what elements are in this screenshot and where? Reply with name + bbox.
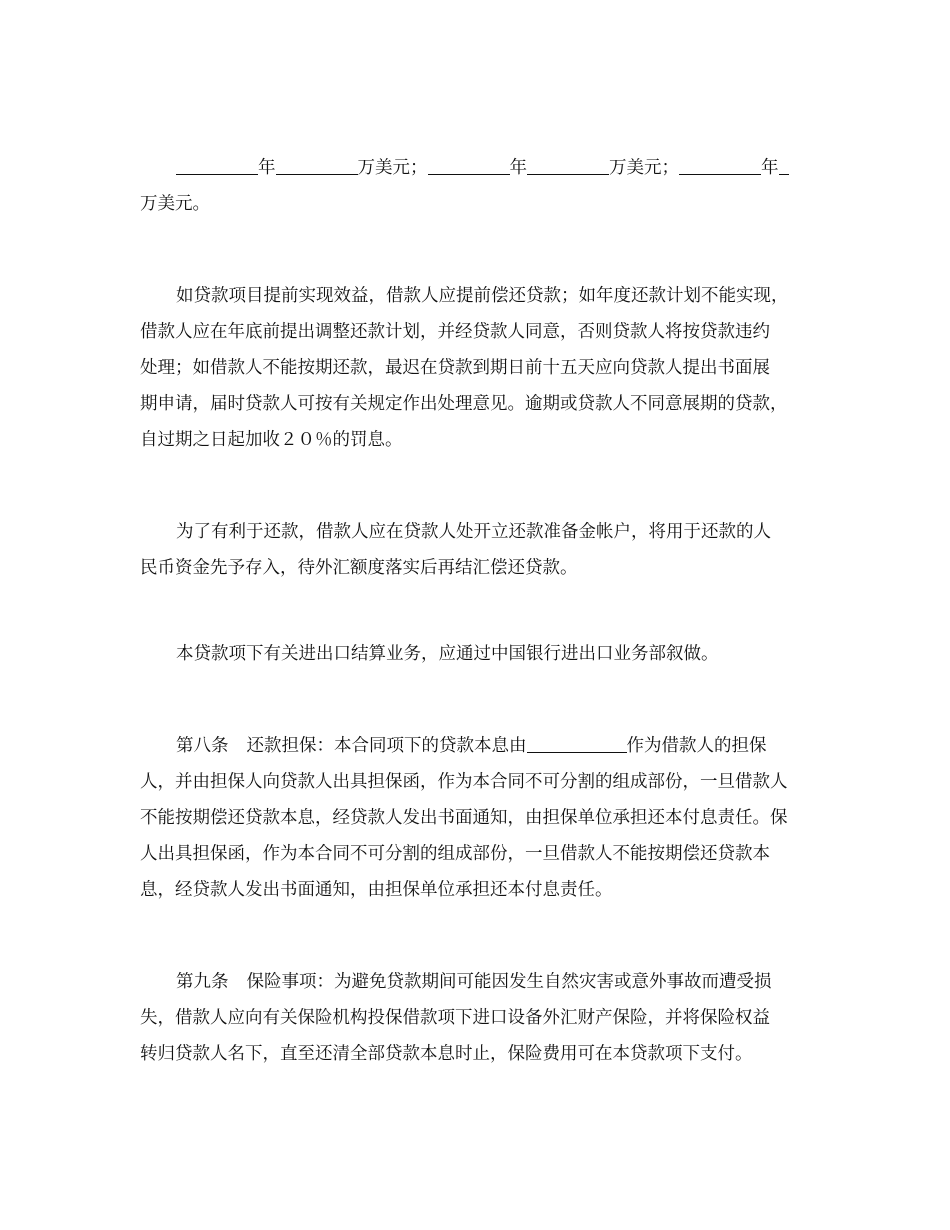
article-8-line-5: 息，经贷款人发出书面通知，由担保单位承担还本付息责任。 [140,880,613,900]
early-repayment-paragraph [140,278,815,458]
early-repayment-line-3: 处理；如借款人不能按期还款，最迟在贷款到期日前十五天应向贷款人提出书面展 [140,358,770,378]
article-9-insurance [140,964,815,1072]
article-8-after-blank: 作为借款人的担保 [626,736,767,756]
year-blank-2 [428,156,510,175]
reserve-account-line-1: 为了有利于还款，借款人应在贷款人处开立还款准备金帐户，将用于还款的人 [176,522,771,542]
article-8-title: 还款担保：本合同项下的贷款本息由 [246,736,527,756]
settlement-line: 本贷款项下有关进出口结算业务，应通过中国银行进出口业务部叙做。 [176,644,719,664]
repayment-schedule-paragraph [140,150,815,222]
article-8-guarantee [140,728,815,908]
early-repayment-line-5: 自过期之日起加收２０％的罚息。 [140,430,403,450]
settlement-paragraph [140,636,815,672]
article-9-title: 保险事项：为避免贷款期间可能因发生自然灾害或意外事故而遭受损 [246,972,772,992]
early-repayment-line-2: 借款人应在年底前提出调整还款计划，并经贷款人同意，否则贷款人将按贷款违约 [140,322,770,342]
article-8-line-1 [140,728,815,764]
article-9-heading: 第九条 [176,972,229,992]
article-9-line-1 [140,964,815,1000]
early-repayment-line-4: 期申请，届时贷款人可按有关规定作出处理意见。逾期或贷款人不同意展期的贷款， [140,394,788,414]
early-repayment-line-1: 如贷款项目提前实现效益，借款人应提前偿还贷款；如年度还款计划不能实现， [176,286,789,306]
amount-blank-1 [276,156,358,175]
year-blank-1 [176,156,258,175]
article-8-heading: 第八条 [176,736,229,756]
article-8-line-2: 人，并由担保人向贷款人出具担保函，作为本合同不可分割的组成部份，一旦借款人 [140,772,788,792]
document-body [140,150,815,1072]
article-9-line-2: 失，借款人应向有关保险机构投保借款项下进口设备外汇财产保险，并将保险权益 [140,1008,770,1028]
year-label-3: 年 [761,158,779,178]
year-label-1: 年 [258,158,276,178]
article-8-line-3: 不能按期偿还贷款本息，经贷款人发出书面通知，由担保单位承担还本付息责任。保 [140,808,788,828]
reserve-account-paragraph [140,514,815,586]
amount-label-1: 万美元； [357,158,428,178]
year-label-2: 年 [509,158,527,178]
guarantor-blank [527,734,627,753]
amount-label-2: 万美元； [609,158,679,178]
year-blank-3 [679,156,761,175]
amount-blank-2 [527,156,609,175]
repayment-schedule-line-2: 万美元。 [140,194,210,214]
repayment-schedule-line-1 [140,150,815,186]
article-9-line-3: 转归贷款人名下，直至还清全部贷款本息时止，保险费用可在本贷款项下支付。 [140,1044,753,1064]
article-8-line-4: 人出具担保函，作为本合同不可分割的组成部份，一旦借款人不能按期偿还贷款本 [140,844,770,864]
reserve-account-line-2: 民币资金先予存入，待外汇额度落实后再结汇偿还贷款。 [140,558,578,578]
amount-blank-3 [779,156,789,175]
